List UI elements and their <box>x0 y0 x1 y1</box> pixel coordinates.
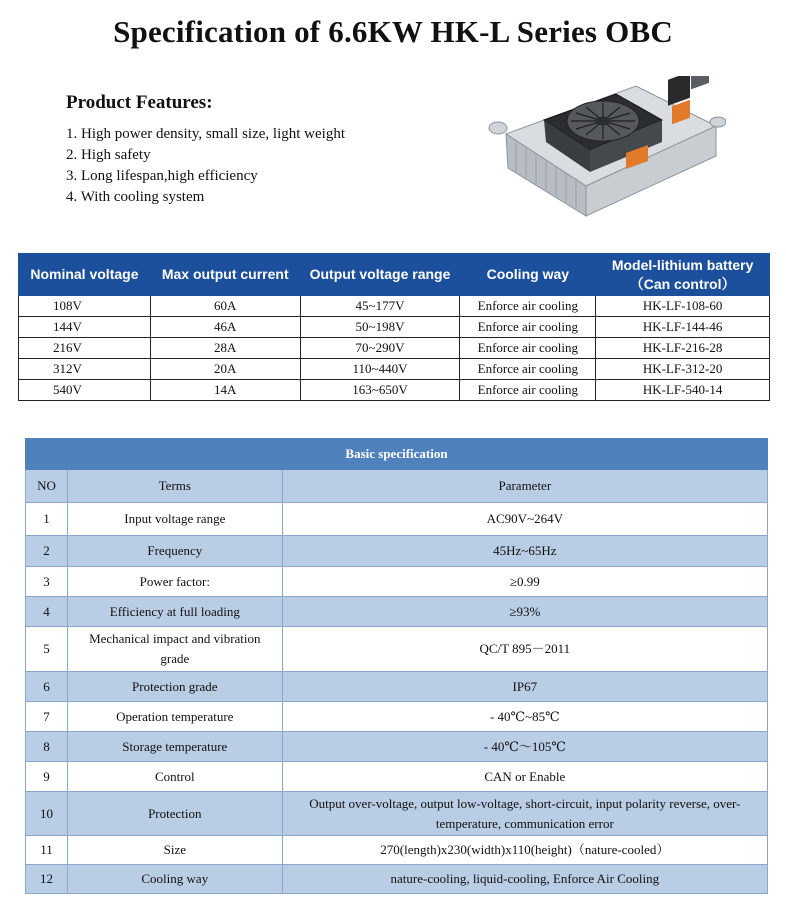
cell: 60A <box>150 296 300 317</box>
model-table <box>18 253 770 401</box>
feature-item: 4. With cooling system <box>66 189 205 205</box>
cell: 9 <box>26 762 68 792</box>
cell: HK-LF-108-60 <box>596 296 770 317</box>
cell: 163~650V <box>300 380 460 401</box>
cell: 216V <box>19 338 151 359</box>
table-row <box>19 380 770 401</box>
table-row <box>26 702 768 732</box>
spec-table-title: Basic specification <box>26 439 768 470</box>
cell: 10 <box>26 792 68 836</box>
col-parameter: Parameter <box>282 470 767 503</box>
cell: Efficiency at full loading <box>67 597 282 627</box>
page-title: Specification of 6.6KW HK-L Series OBC <box>113 14 673 49</box>
col-model: Model-lithium battery （Can control） <box>596 254 770 296</box>
cell: Enforce air cooling <box>460 359 596 380</box>
cell: 45~177V <box>300 296 460 317</box>
cell: Protection grade <box>67 672 282 702</box>
cell: HK-LF-312-20 <box>596 359 770 380</box>
cell: 2 <box>26 536 68 567</box>
table-row <box>19 296 770 317</box>
cell: 11 <box>26 836 68 865</box>
cell: - 40℃～105℃ <box>282 732 767 762</box>
col-nominal-voltage: Nominal voltage <box>19 254 151 296</box>
cell: Output over-voltage, output low-voltage, short-circuit, input polarity reverse, over-temperature, communication error <box>282 792 767 836</box>
table-row <box>26 732 768 762</box>
cell: 1 <box>26 503 68 536</box>
cell: 312V <box>19 359 151 380</box>
cell: Control <box>67 762 282 792</box>
cell: 108V <box>19 296 151 317</box>
table-row <box>26 536 768 567</box>
cell: 110~440V <box>300 359 460 380</box>
table-row <box>26 792 768 836</box>
col-max-output-current: Max output current <box>150 254 300 296</box>
table-row <box>26 627 768 672</box>
cell: nature-cooling, liquid-cooling, Enforce Air Cooling <box>282 865 767 894</box>
cell: Enforce air cooling <box>460 380 596 401</box>
cell: - 40℃~85℃ <box>282 702 767 732</box>
cell: Size <box>67 836 282 865</box>
feature-item: 1. High power density, small size, light weight <box>66 126 345 142</box>
cell: 14A <box>150 380 300 401</box>
cell: 270(length)x230(width)x110(height)（nature-cooled） <box>282 836 767 865</box>
product-image <box>486 76 726 234</box>
cell: Input voltage range <box>67 503 282 536</box>
cell: ≥0.99 <box>282 567 767 597</box>
cell: AC90V~264V <box>282 503 767 536</box>
spec-table <box>25 438 768 894</box>
cell: 12 <box>26 865 68 894</box>
cell: Cooling way <box>67 865 282 894</box>
table-row <box>26 567 768 597</box>
features-heading: Product Features: <box>66 92 213 113</box>
table-row <box>19 338 770 359</box>
cell: HK-LF-144-46 <box>596 317 770 338</box>
cell: 70~290V <box>300 338 460 359</box>
cell: 540V <box>19 380 151 401</box>
cell: Operation temperature <box>67 702 282 732</box>
col-output-voltage-range: Output voltage range <box>300 254 460 296</box>
spec-table-header <box>26 470 768 503</box>
cell: 28A <box>150 338 300 359</box>
table-row <box>26 836 768 865</box>
cell: 46A <box>150 317 300 338</box>
cell: 50~198V <box>300 317 460 338</box>
cell: 5 <box>26 627 68 672</box>
cell: Enforce air cooling <box>460 296 596 317</box>
col-no: NO <box>26 470 68 503</box>
spec-table-title-row <box>26 439 768 470</box>
features-list <box>66 124 345 208</box>
cell: 20A <box>150 359 300 380</box>
model-table-header <box>19 254 770 296</box>
cell: Enforce air cooling <box>460 338 596 359</box>
cell: Power factor: <box>67 567 282 597</box>
table-row <box>26 762 768 792</box>
col-cooling-way: Cooling way <box>460 254 596 296</box>
cell: 45Hz~65Hz <box>282 536 767 567</box>
cell: 3 <box>26 567 68 597</box>
table-row <box>19 317 770 338</box>
feature-item: 3. Long lifespan,high efficiency <box>66 168 258 184</box>
cell: Enforce air cooling <box>460 317 596 338</box>
table-row <box>26 503 768 536</box>
cell: HK-LF-216-28 <box>596 338 770 359</box>
cell: 144V <box>19 317 151 338</box>
table-row <box>26 597 768 627</box>
cell: 7 <box>26 702 68 732</box>
feature-item: 2. High safety <box>66 147 151 163</box>
cell: Frequency <box>67 536 282 567</box>
cell: 6 <box>26 672 68 702</box>
cell: IP67 <box>282 672 767 702</box>
cell: 4 <box>26 597 68 627</box>
cell: CAN or Enable <box>282 762 767 792</box>
cell: ≥93% <box>282 597 767 627</box>
col-terms: Terms <box>67 470 282 503</box>
cell: HK-LF-540-14 <box>596 380 770 401</box>
table-row <box>19 359 770 380</box>
cell: Storage temperature <box>67 732 282 762</box>
cell: QC/T 895－2011 <box>282 627 767 672</box>
cell: Mechanical impact and vibration grade <box>67 627 282 672</box>
cell: Protection <box>67 792 282 836</box>
cell: 8 <box>26 732 68 762</box>
table-row <box>26 865 768 894</box>
table-row <box>26 672 768 702</box>
